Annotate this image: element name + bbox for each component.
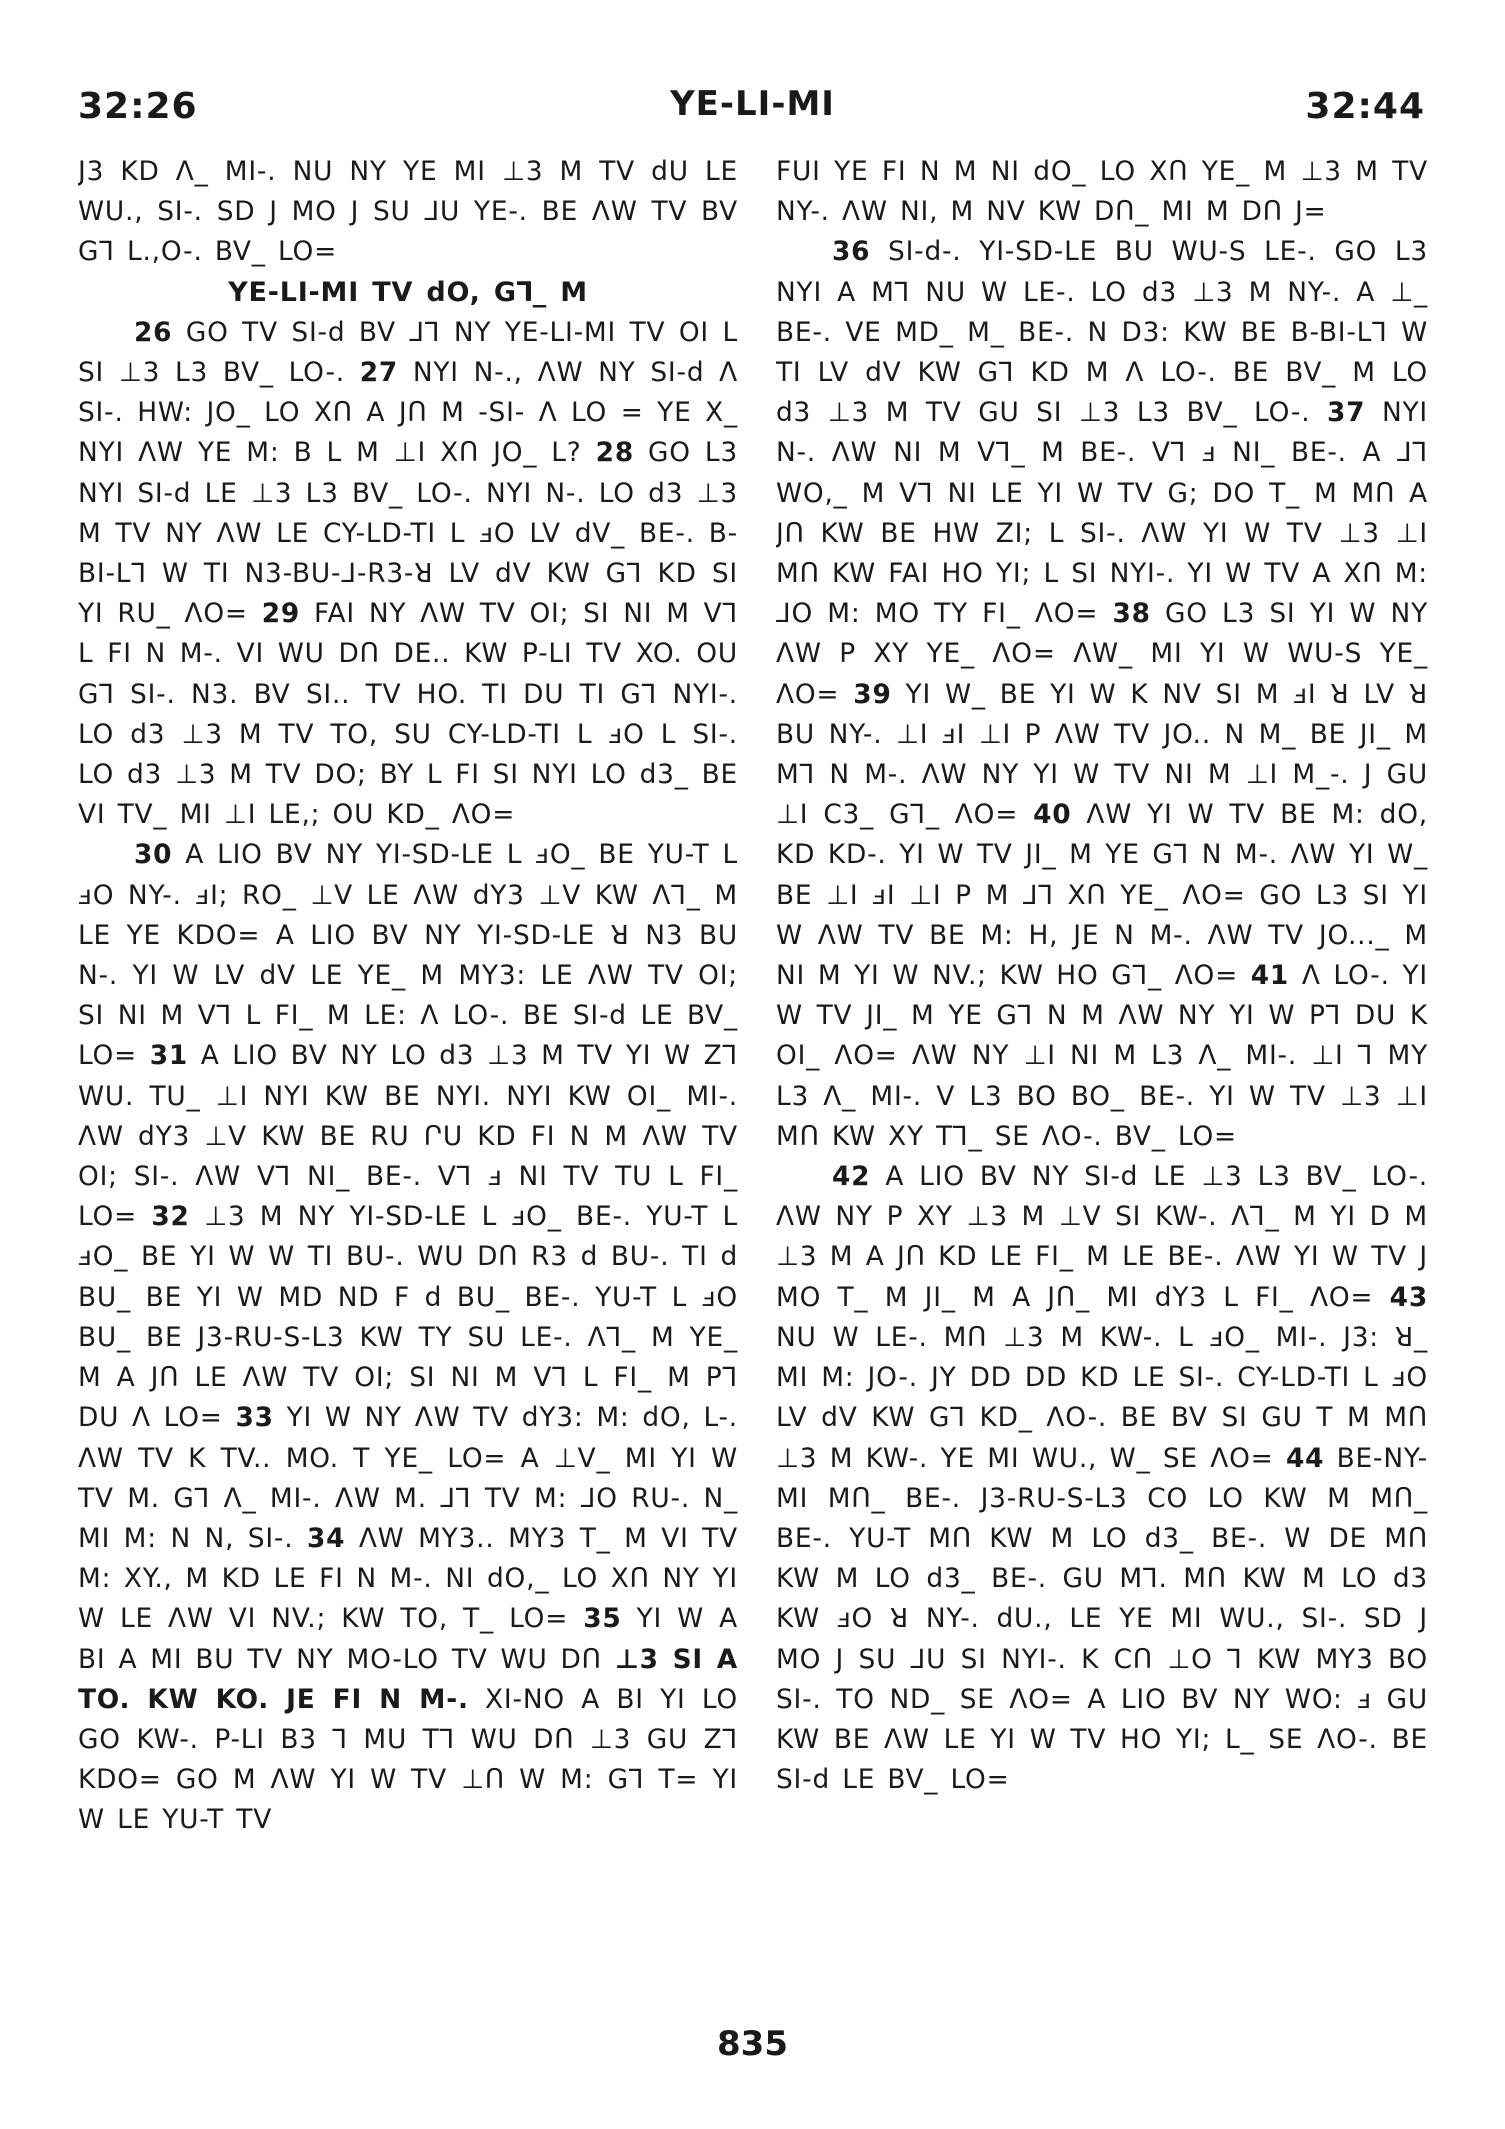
- verse-text: GO TV SI-d BV ⅃⅂ NY YE-LI-MI TV OI L SI ⊥3 L3 BV_ LO-.: [78, 316, 738, 389]
- paragraph: [776, 1157, 1428, 1800]
- verse-text-bold: ⊥3 SI A TO. KW KO. JE FI N M-.: [78, 1643, 738, 1715]
- left-text-column: [78, 152, 738, 1992]
- verse-number: 31: [149, 1040, 189, 1072]
- page-number: 835: [717, 2024, 788, 2064]
- verse-number: 33: [235, 1402, 274, 1434]
- paragraph: [776, 232, 1428, 1157]
- verse-text: GO L3 NYI SI-d LE ⊥3 L3 BV_ LO-. NYI N-. LO d3 ⊥3 M TV NY ΛW LE CY-LD-TI L ⅎO LV dV_ BE-. B-BI-L⅂ W TI N3-BU-⅃-R3-ꓤ LV dV KW G⅂ KD SI YI RU_ ΛO=: [78, 437, 738, 630]
- verse-number: 26: [134, 316, 173, 348]
- verse-number: 32: [151, 1201, 190, 1233]
- verse-number: 34: [306, 1522, 346, 1554]
- verse-text: ΛW YI W TV BE M: dO, KD KD-. YI W TV JI_ M YE G⅂ N M-. ΛW YI W_ BE ⊥I ⅎI ⊥I P M ⅃⅂ XՈ YE_ ΛO= GO L3 SI YI W ΛW TV BE M: H, JE N M-. ΛW TV JO..._ M NI M YI W NV.; KW HO G⅂_ ΛO=: [776, 799, 1428, 992]
- verse-text: A LIO BV NY LO d3 ⊥3 M TV YI W Z⅂ WU. TU_ ⊥I NYI KW BE NYI. NYI KW OI_ MI-. ΛW dY3 ⊥V KW BE RU ՐU KD FI N M ΛW TV OI; SI-. ΛW V⅂ NI_ BE-. V⅂ ⅎ NI TV TU L FI_ LO=: [78, 1040, 738, 1233]
- verse-number: 40: [1033, 799, 1072, 831]
- verse-number: 43: [1389, 1281, 1428, 1313]
- verse-text: NU W LE-. MՈ ⊥3 M KW-. L ⅎO_ MI-. J3: ꓤ_ MI M: JO-. JY DD DD KD LE SI-. CY-LD-TI L ⅎO LV dV KW G⅂ KD_ ΛO-. BE BV SI GU T M MՈ ⊥3 M KW-. YE MI WU., W_ SE ΛO=: [776, 1321, 1428, 1474]
- verse-number: 27: [359, 357, 399, 389]
- verse-number: 28: [595, 437, 634, 469]
- right-text-column: [776, 152, 1428, 1992]
- verse-number: 36: [832, 236, 871, 268]
- verse-text: SI-d-. YI-SD-LE BU WU-S LE-. GO L3 NYI A M⅂ NU W LE-. LO d3 ⊥3 M NY-. A ⊥_ BE-. VE MD_ M_ BE-. N D3: KW BE B-BI-L⅂ W TI LV dV KW G⅂ KD M Λ LO-. BE BV_ M LO d3 ⊥3 M TV GU SI ⊥3 L3 BV_ LO-.: [776, 236, 1428, 429]
- paragraph: FUI YE FI N M NI dO_ LO XՈ YE_ M ⊥3 M TV NY-. ΛW NI, M NV KW DՈ_ MI M DՈ J=: [776, 156, 1428, 228]
- verse-text: NYI N-., ΛW NY SI-d Λ SI-. HW: JO_ LO XՈ A JՈ M -SI- Λ LO = YE X_ NYI ΛW YE M: B L M ⊥I XՈ JO_ L?: [78, 357, 738, 469]
- section-heading: YE-LI-MI TV dO, G⅂_ M: [228, 276, 588, 308]
- header-right-reference: 32:44: [1305, 86, 1425, 127]
- verse-text: YI W A BI A MI BU TV NY MO-LO TV WU DՈ: [78, 1603, 738, 1675]
- verse-number: 37: [1327, 397, 1366, 429]
- header-book-title: YE-LI-MI: [670, 84, 835, 124]
- verse-number: 35: [583, 1603, 622, 1635]
- verse-text: YI W_ BE YI W K NV SI M ⅎI ꓤ LV ꓤ BU NY-. ⊥I ⅎI ⊥I P ΛW TV JO.. N M_ BE JI_ M M⅂ N M-. ΛW NY YI W TV NI M ⊥I M_-. J GU ⊥I C3_ G⅂_ ΛO=: [776, 678, 1428, 831]
- verse-text: XI-NO A BI YI LO GO KW-. P-LI B3 ⅂ MU T⅂ WU DՈ ⊥3 GU Z⅂ KDO= GO M ΛW YI W TV ⊥Ո W M: G⅂ T= YI W LE YU-T TV: [78, 1683, 738, 1836]
- verse-number: 44: [1285, 1442, 1325, 1474]
- paragraph: [78, 835, 738, 1840]
- verse-text: ΛW MY3.. MY3 T_ M VI TV M: XY., M KD LE FI N M-. NI dO,_ LO XՈ NY YI W LE ΛW VI NV.; KW TO, T_ LO=: [78, 1522, 738, 1635]
- verse-text: YI W NY ΛW TV dY3: M: dO, L-. ΛW TV K TV.. MO. T YE_ LO= A ⊥V_ MI YI W TV M. G⅂ Λ_ MI-. ΛW M. ⅃⅂ TV M: ⅃O RU-. N_ MI M: N N, SI-.: [78, 1402, 738, 1554]
- verse-text: ⊥3 M NY YI-SD-LE L ⅎO_ BE-. YU-T L ⅎO_ BE YI W W TI BU-. WU DՈ R3 d BU-. TI d BU_ BE YI W MD ND F d BU_ BE-. YU-T L ⅎO BU_ BE J3-RU-S-L3 KW TY SU LE-. Λ⅂_ M YE_ M A JՈ LE ΛW TV OI; SI NI M V⅂ L FI_ M P⅂ DU Λ LO=: [78, 1201, 738, 1434]
- verse-number: 38: [1112, 598, 1151, 630]
- verse-number: 39: [853, 678, 892, 710]
- verse-text: GO L3 SI YI W NY ΛW P XY YE_ ΛO= ΛW_ MI YI W WU-S YE_ ΛO=: [776, 598, 1428, 710]
- paragraph: [78, 313, 738, 836]
- verse-text: BE-NY-MI MՈ_ BE-. J3-RU-S-L3 CO LO KW M MՈ_ BE-. YU-T MՈ KW M LO d3_ BE-. W DE MՈ KW M LO d3_ BE-. GU M⅂. MՈ KW M LO d3 KW ⅎO ꓤ NY-. dU., LE YE MI WU., SI-. SD J MO J SU ⅃U SI NYI-. K CՈ ⊥O ⅂ KW MY3 BO SI-. TO ND_ SE ΛO= A LIO BV NY WO: ⅎ GU KW BE ΛW LE YI W TV HO YI; L_ SE ΛO-. BE SI-d LE BV_ LO=: [776, 1442, 1428, 1796]
- verse-text: A LIO BV NY SI-d LE ⊥3 L3 BV_ LO-. ΛW NY P XY ⊥3 M ⊥V SI KW-. Λ⅂_ M YI D M ⊥3 M A JՈ KD LE FI_ M LE BE-. ΛW YI W TV J MO T_ M JI_ M A JՈ_ MI dY3 L FI_ ΛO=: [776, 1161, 1428, 1313]
- page-header: [0, 0, 1505, 150]
- verse-text: NYI N-. ΛW NI M V⅂_ M BE-. V⅂ ⅎ NI_ BE-. A ⅃⅂ WO,_ M V⅂ NI LE YI W TV G; DO T_ M MՈ A JՈ KW BE HW ZI; L SI-. ΛW YI W TV ⊥3 ⊥I MՈ KW FAI HO YI; L SI NYI-. YI W TV A XՈ M: ⅃O M: MO TY FI_ ΛO=: [776, 397, 1428, 630]
- paragraph: J3 KD Λ_ MI-. NU NY YE MI ⊥3 M TV dU LE WU., SI-. SD J MO J SU ⅃U YE-. BE ΛW TV BV G⅂ L.,O-. BV_ LO=: [78, 156, 738, 268]
- verse-number: 42: [832, 1161, 871, 1193]
- verse-text: FAI NY ΛW TV OI; SI NI M V⅂ L FI N M-. VI WU DՈ DE.. KW P-LI TV XO. OU G⅂ SI-. N3. BV SI.. TV HO. TI DU TI G⅂ NYI-. LO d3 ⊥3 M TV TO, SU CY-LD-TI L ⅎO L SI-. LO d3 ⊥3 M TV DO; BY L FI SI NYI LO d3_ BE VI TV_ MI ⊥I LE,; OU KD_ ΛO=: [78, 598, 738, 831]
- verse-number: 29: [261, 598, 301, 630]
- verse-text: A LIO BV NY YI-SD-LE L ⅎO_ BE YU-T L ⅎO NY-. ⅎI; RO_ ⊥V LE ΛW dY3 ⊥V KW Λ⅂_ M LE YE KDO= A LIO BV NY YI-SD-LE ꓤ N3 BU N-. YI W LV dV LE YE_ M MY3: LE ΛW TV OI; SI NI M V⅂ L FI_ M LE: Λ LO-. BE SI-d LE BV_ LO=: [78, 839, 738, 1072]
- verse-text: Λ LO-. YI W TV JI_ M YE G⅂ N M ΛW NY YI W P⅂ DU K OI_ ΛO= ΛW NY ⊥I NI M L3 Λ_ MI-. ⊥I ⅂ MY L3 Λ_ MI-. V L3 BO BO_ BE-. YI W TV ⊥3 ⊥I MՈ KW XY T⅂_ SE ΛO-. BV_ LO=: [776, 960, 1428, 1152]
- verse-number: 41: [1250, 960, 1290, 992]
- verse-number: 30: [134, 839, 173, 871]
- header-left-reference: 32:26: [78, 86, 198, 127]
